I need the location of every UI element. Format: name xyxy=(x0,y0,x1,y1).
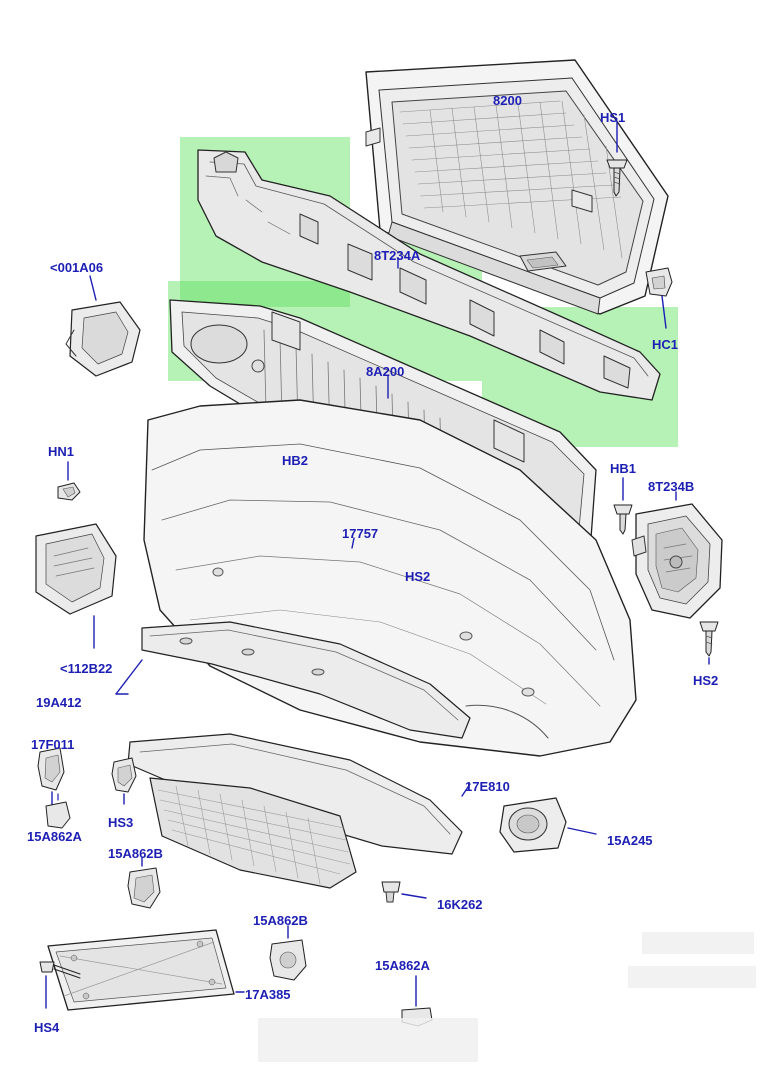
part-label-part-001a06[interactable]: <001A06 xyxy=(50,260,104,275)
watermark-top xyxy=(642,932,754,954)
clip-hs3 xyxy=(112,758,136,804)
nut-hn1 xyxy=(58,462,80,500)
clip-15a862b-center xyxy=(270,926,306,980)
bracket-001a06 xyxy=(66,276,140,376)
fog-lamp-15a245 xyxy=(500,798,596,852)
part-label-part-hb1[interactable]: HB1 xyxy=(610,461,637,476)
part-label-part-hs3[interactable]: HS3 xyxy=(108,815,134,830)
part-label-part-hn1[interactable]: HN1 xyxy=(48,444,75,459)
part-label-part-hc1[interactable]: HC1 xyxy=(652,337,679,352)
part-label-part-17a385[interactable]: 17A385 xyxy=(245,987,291,1002)
part-label-part-15a862a[interactable]: 15A862A xyxy=(27,829,82,844)
part-label-part-8t234b[interactable]: 8T234B xyxy=(648,479,695,494)
bolt-hb1 xyxy=(614,478,632,534)
part-label-part-hs2-a[interactable]: HS2 xyxy=(405,569,431,584)
license-bracket-17a385 xyxy=(48,930,244,1010)
part-label-part-8a200[interactable]: 8A200 xyxy=(366,364,405,379)
clip-hc1 xyxy=(646,268,672,328)
part-label-part-8t234a[interactable]: 8T234A xyxy=(374,248,421,263)
part-label-part-15a862b[interactable]: 15A862B xyxy=(108,846,163,861)
part-label-part-17f011[interactable]: 17F011 xyxy=(31,737,75,752)
part-label-part-8200[interactable]: 8200 xyxy=(493,93,522,108)
part-label-part-hs1[interactable]: HS1 xyxy=(600,110,626,125)
part-label-part-15a245[interactable]: 15A245 xyxy=(607,833,653,848)
watermark-mid xyxy=(628,966,756,988)
part-label-part-112b22[interactable]: <112B22 xyxy=(60,661,113,676)
part-label-part-17757[interactable]: 17757 xyxy=(342,526,379,541)
part-label-part-15a862a-2[interactable]: 15A862A xyxy=(375,958,430,973)
clip-15a862b-left xyxy=(128,858,160,908)
screw-hs2-b xyxy=(700,622,718,664)
clip-15a862a-left xyxy=(46,794,70,828)
part-label-part-16k262[interactable]: 16K262 xyxy=(437,897,483,912)
part-label-part-hs2-b[interactable]: HS2 xyxy=(693,673,719,688)
part-label-part-17e810[interactable]: 17E810 xyxy=(465,779,510,794)
grommet-16k262 xyxy=(382,882,426,902)
bracket-112b22 xyxy=(36,524,116,648)
part-label-part-19a412[interactable]: 19A412 xyxy=(36,695,82,710)
part-label-part-15a862b-2[interactable]: 15A862B xyxy=(253,913,308,928)
part-label-part-hb2[interactable]: HB2 xyxy=(282,453,309,468)
watermark-bottom xyxy=(258,1018,478,1062)
part-label-part-hs4[interactable]: HS4 xyxy=(34,1020,60,1035)
bracket-8t234b xyxy=(632,492,722,618)
